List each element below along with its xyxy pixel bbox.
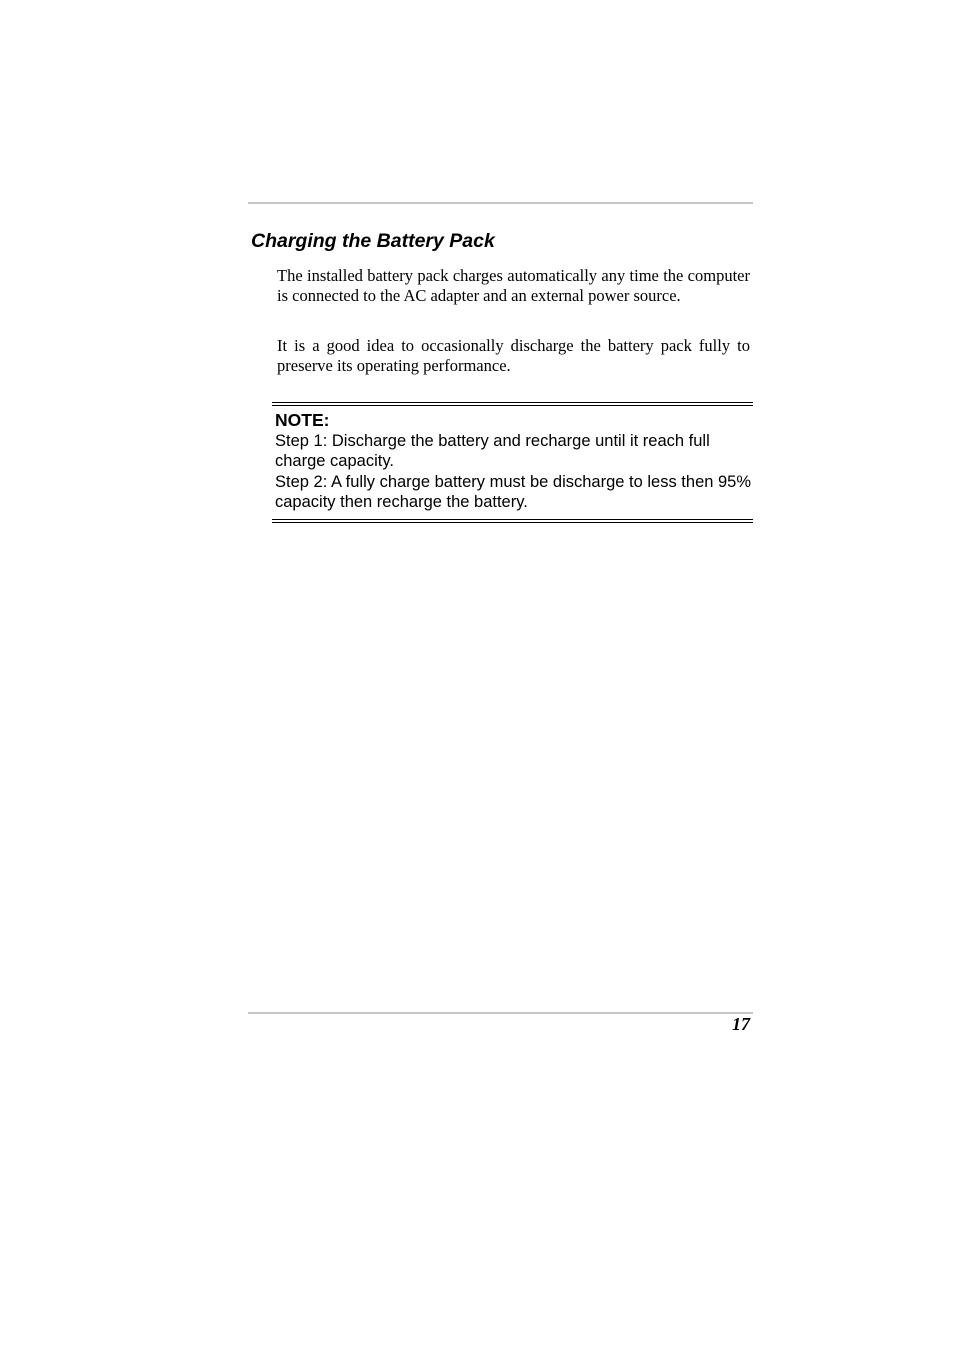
footer-divider [248,1012,753,1014]
section-title: Charging the Battery Pack [251,230,495,252]
note-heading: NOTE: [275,410,330,430]
header-divider [248,202,753,204]
page-number: 17 [732,1014,750,1034]
note-content [275,410,753,513]
note-box [272,402,753,523]
paragraph-charging-info: The installed battery pack charges automatically any time the computer is connected to the AC adapter and an external power source. [277,266,750,305]
paragraph-discharge-advice: It is a good idea to occasionally discharge the battery pack fully to preserve its operating performance. [277,336,750,375]
note-step-1: Step 1: Discharge the battery and recharge until it reach full charge capacity. [275,431,710,470]
note-step-2: Step 2: A fully charge battery must be discharge to less then 95% capacity then recharge the battery. [275,472,752,511]
